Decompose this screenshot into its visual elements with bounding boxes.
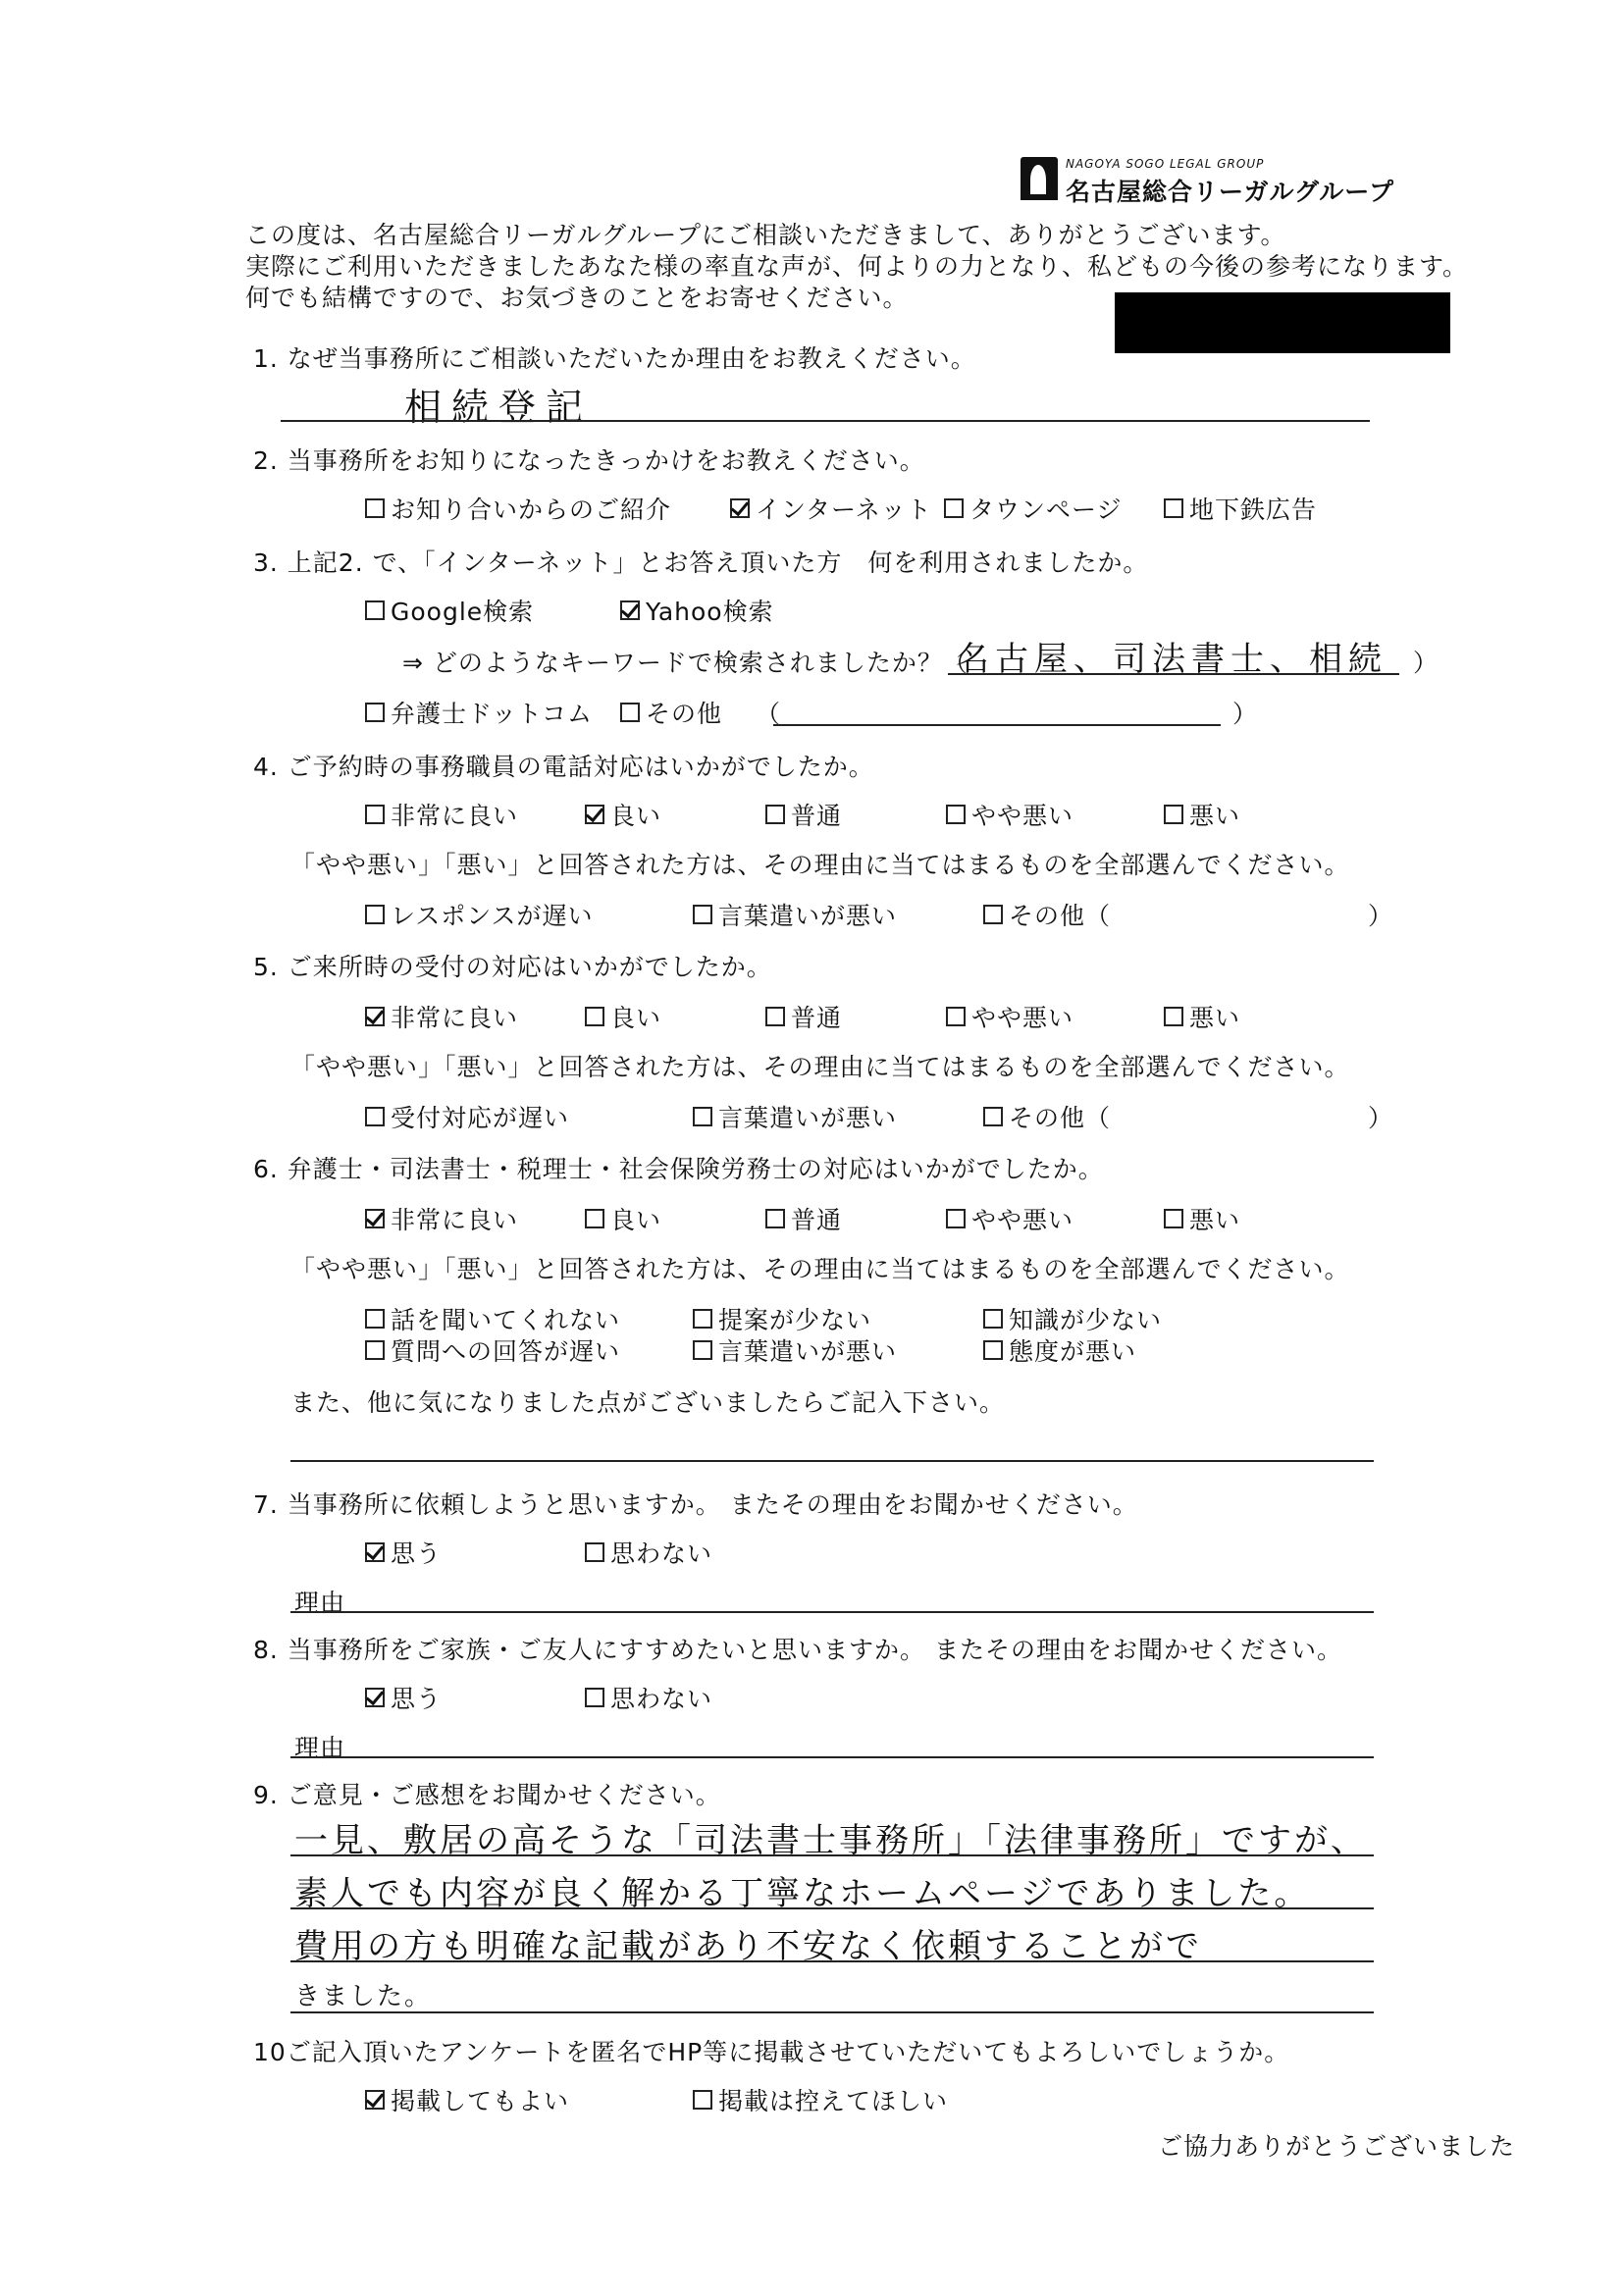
checkbox[interactable]	[1164, 498, 1183, 518]
checkbox[interactable]	[983, 1340, 1003, 1360]
q9-answer-line-3[interactable]: 費用の方も明確な記載があり不安なく依頼することがで	[294, 1927, 1202, 1966]
q3-option-google[interactable]: Google検索	[365, 593, 534, 628]
checkbox[interactable]	[765, 1007, 785, 1026]
checkbox[interactable]	[765, 805, 785, 824]
q9-answer-line-4[interactable]: きました。	[294, 1982, 433, 2011]
q6-reason-language[interactable]: 言葉遣いが悪い	[693, 1332, 897, 1368]
q3-option-other[interactable]: その他	[620, 695, 722, 730]
checkbox[interactable]	[620, 703, 640, 722]
checkbox-checked[interactable]	[365, 1688, 385, 1707]
intro-line-3: 何でも結構ですので、お気づきのことをお寄せください。	[245, 284, 909, 312]
checkbox[interactable]	[944, 498, 964, 518]
checkbox[interactable]	[585, 1209, 604, 1228]
checkbox[interactable]	[946, 805, 966, 824]
checkbox[interactable]	[585, 1007, 604, 1026]
q7-reason-line	[290, 1611, 1374, 1613]
checkbox[interactable]	[585, 1688, 604, 1707]
q6-other-note: また、他に気になりました点がございましたらご記入下さい。	[290, 1388, 1006, 1417]
q8-option-yes[interactable]: 思う	[365, 1680, 442, 1715]
q5-reason-other[interactable]: その他（	[983, 1099, 1111, 1134]
question-10: 10ご記入頂いたアンケートを匿名でHP等に掲載させていただいてもよろしいでしょうか。	[253, 2038, 1290, 2066]
q9-ruled-line-1	[290, 1854, 1374, 1856]
q2-option-acquaintance[interactable]: お知り合いからのご紹介	[365, 491, 671, 526]
q3-keyword-answer[interactable]: 名古屋、司法書士、相続	[956, 640, 1387, 679]
checkbox[interactable]	[946, 1007, 966, 1026]
q6-rating-somewhat-bad[interactable]: やや悪い	[946, 1201, 1073, 1236]
q4-rating-normal[interactable]: 普通	[765, 797, 842, 832]
checkbox[interactable]	[365, 498, 385, 518]
q4-other-close: ）	[1368, 902, 1394, 930]
checkbox[interactable]	[1164, 1209, 1183, 1228]
q10-option-allow[interactable]: 掲載してもよい	[365, 2082, 569, 2117]
checkbox[interactable]	[585, 1542, 604, 1562]
q9-ruled-line-4	[290, 2011, 1374, 2013]
q6-reason-few-proposals[interactable]: 提案が少ない	[693, 1301, 871, 1336]
q2-option-internet[interactable]: インターネット	[730, 491, 932, 526]
q4-rating-good[interactable]: 良い	[585, 797, 661, 832]
checkbox-checked[interactable]	[365, 1209, 385, 1228]
q6-rating-bad[interactable]: 悪い	[1164, 1201, 1240, 1236]
logo-japanese: 名古屋総合リーガルグループ	[1066, 178, 1395, 206]
checkbox[interactable]	[693, 2090, 712, 2110]
checkbox[interactable]	[983, 905, 1003, 924]
q8-option-no[interactable]: 思わない	[585, 1680, 712, 1715]
intro-line-1: この度は、名古屋総合リーガルグループにご相談いただきまして、ありがとうございます。	[245, 221, 1286, 249]
q3-keyword-prompt: ⇒ どのようなキーワードで検索されましたか？（	[402, 649, 969, 677]
checkbox-checked[interactable]	[620, 600, 640, 620]
q4-reason-language[interactable]: 言葉遣いが悪い	[693, 897, 897, 932]
q7-option-yes[interactable]: 思う	[365, 1535, 442, 1570]
q5-rating-bad[interactable]: 悪い	[1164, 999, 1240, 1034]
q4-followup: 「やや悪い」「悪い」と回答された方は、その理由に当てはまるものを全部選んでください。	[290, 851, 1350, 879]
q4-rating-bad[interactable]: 悪い	[1164, 797, 1240, 832]
question-1: 1. なぜ当事務所にご相談いただいたか理由をお教えください。	[253, 344, 976, 373]
q10-option-decline[interactable]: 掲載は控えてほしい	[693, 2082, 948, 2117]
q3-other-line	[773, 724, 1221, 726]
q4-rating-somewhat-bad[interactable]: やや悪い	[946, 797, 1073, 832]
q5-rating-good[interactable]: 良い	[585, 999, 661, 1034]
checkbox[interactable]	[365, 1309, 385, 1329]
question-7: 7. 当事務所に依頼しようと思いますか。 またその理由をお聞かせください。	[253, 1490, 1138, 1519]
checkbox-checked[interactable]	[365, 1542, 385, 1562]
checkbox-checked[interactable]	[365, 2090, 385, 2110]
q6-rating-normal[interactable]: 普通	[765, 1201, 842, 1236]
checkbox[interactable]	[983, 1107, 1003, 1126]
checkbox-checked[interactable]	[365, 1007, 385, 1026]
q3-keyword-line	[948, 673, 1399, 675]
q4-reason-response-slow[interactable]: レスポンスが遅い	[365, 897, 594, 932]
q3-keyword-close: ）	[1413, 649, 1440, 677]
q6-note-line	[290, 1460, 1374, 1462]
q5-rating-normal[interactable]: 普通	[765, 999, 842, 1034]
q1-answer[interactable]: 相続登記	[404, 386, 594, 429]
checkbox[interactable]	[1164, 805, 1183, 824]
q6-reason-attitude[interactable]: 態度が悪い	[983, 1332, 1136, 1368]
q3-option-bengoshi-dotcom[interactable]: 弁護士ドットコム	[365, 695, 593, 730]
q6-rating-good[interactable]: 良い	[585, 1201, 661, 1236]
question-3: 3. 上記2. で、「インターネット」とお答え頂いた方 何を利用されましたか。	[253, 548, 1149, 577]
logo-mark-icon	[1021, 157, 1058, 200]
checkbox-checked[interactable]	[730, 498, 750, 518]
q5-reason-reception-slow[interactable]: 受付対応が遅い	[365, 1099, 569, 1134]
question-8: 8. 当事務所をご家族・ご友人にすすめたいと思いますか。 またその理由をお聞かせください。	[253, 1636, 1342, 1664]
checkbox[interactable]	[693, 905, 712, 924]
q6-rating-very-good[interactable]: 非常に良い	[365, 1201, 518, 1236]
q5-followup: 「やや悪い」「悪い」と回答された方は、その理由に当てはまるものを全部選んでください。	[290, 1053, 1350, 1081]
checkbox[interactable]	[365, 805, 385, 824]
q7-reason-label: 理由	[294, 1589, 346, 1617]
checkbox[interactable]	[983, 1309, 1003, 1329]
checkbox-checked[interactable]	[585, 805, 604, 824]
checkbox[interactable]	[693, 1107, 712, 1126]
intro-line-2: 実際にご利用いただきましたあなた様の率直な声が、何よりの力となり、私どもの今後の参考になります。	[245, 252, 1469, 281]
q5-rating-very-good[interactable]: 非常に良い	[365, 999, 518, 1034]
q5-other-close: ）	[1368, 1104, 1394, 1132]
q3-other-open: （	[756, 700, 782, 728]
question-9: 9. ご意見・ご感想をお聞かせください。	[253, 1781, 721, 1809]
q9-ruled-line-3	[290, 1960, 1374, 1962]
checkbox[interactable]	[946, 1209, 966, 1228]
checkbox[interactable]	[365, 703, 385, 722]
q4-reason-other[interactable]: その他（	[983, 897, 1111, 932]
q4-rating-very-good[interactable]: 非常に良い	[365, 797, 518, 832]
checkbox[interactable]	[365, 905, 385, 924]
q6-followup: 「やや悪い」「悪い」と回答された方は、その理由に当てはまるものを全部選んでください。	[290, 1255, 1350, 1283]
checkbox[interactable]	[365, 1340, 385, 1360]
question-6: 6. 弁護士・司法書士・税理士・社会保険労務士の対応はいかがでしたか。	[253, 1155, 1104, 1183]
checkbox[interactable]	[765, 1209, 785, 1228]
q3-option-yahoo[interactable]: Yahoo検索	[620, 593, 774, 628]
q9-ruled-line-2	[290, 1907, 1374, 1909]
checkbox[interactable]	[365, 600, 385, 620]
redacted-block	[1115, 292, 1450, 353]
q2-option-townpage[interactable]: タウンページ	[944, 491, 1123, 526]
checkbox[interactable]	[365, 1107, 385, 1126]
question-5: 5. ご来所時の受付の対応はいかがでしたか。	[253, 953, 772, 981]
question-2: 2. 当事務所をお知りになったきっかけをお教えください。	[253, 446, 925, 475]
q3-other-close: ）	[1232, 700, 1259, 728]
q6-reason-slow-answers[interactable]: 質問への回答が遅い	[365, 1332, 620, 1368]
question-4: 4. ご予約時の事務職員の電話対応はいかがでしたか。	[253, 753, 874, 781]
q5-reason-language[interactable]: 言葉遣いが悪い	[693, 1099, 897, 1134]
checkbox[interactable]	[1164, 1007, 1183, 1026]
q2-option-subway-ad[interactable]: 地下鉄広告	[1164, 491, 1317, 526]
q7-option-no[interactable]: 思わない	[585, 1535, 712, 1570]
logo-english: NAGOYA SOGO LEGAL GROUP	[1066, 157, 1265, 171]
q6-reason-not-listening[interactable]: 話を聞いてくれない	[365, 1301, 620, 1336]
checkbox[interactable]	[693, 1309, 712, 1329]
q8-reason-label: 理由	[294, 1734, 346, 1762]
q9-answer-line-2[interactable]: 素人でも内容が良く解かる丁寧なホームページでありました。	[294, 1874, 1311, 1913]
q5-rating-somewhat-bad[interactable]: やや悪い	[946, 999, 1073, 1034]
footer-thanks: ご協力ありがとうございました	[1158, 2132, 1516, 2161]
checkbox[interactable]	[693, 1340, 712, 1360]
q6-reason-little-knowledge[interactable]: 知識が少ない	[983, 1301, 1162, 1336]
q1-answer-line	[281, 420, 1370, 422]
q9-answer-line-1[interactable]: 一見、敷居の高そうな「司法書士事務所」「法律事務所」ですが、	[294, 1821, 1367, 1860]
q8-reason-line	[290, 1756, 1374, 1758]
